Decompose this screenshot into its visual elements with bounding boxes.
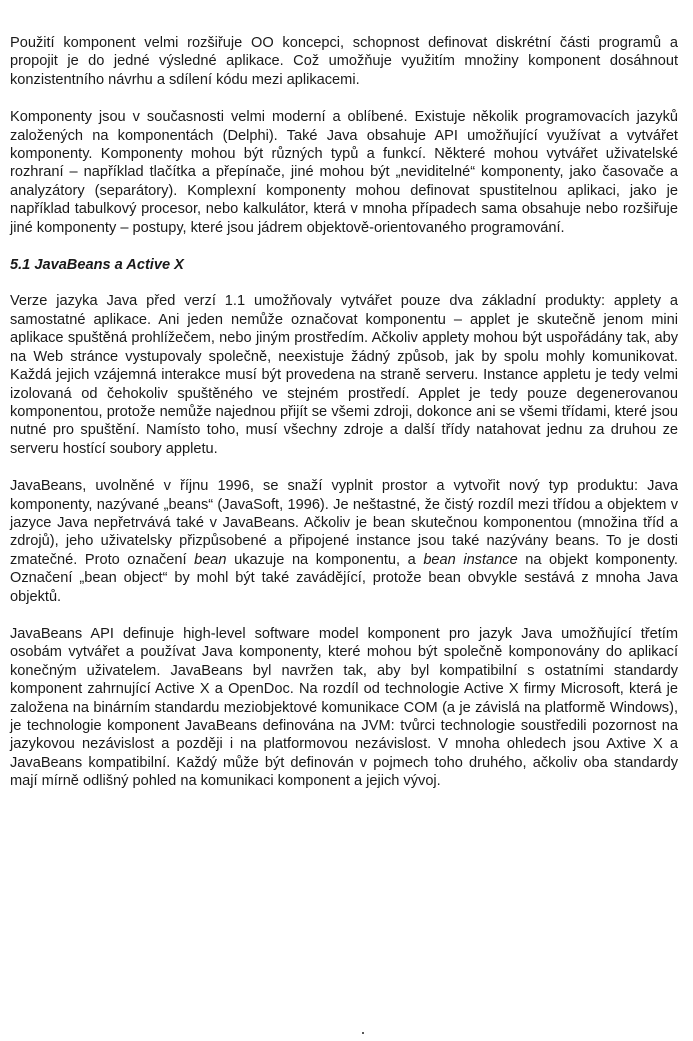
scan-dot — [362, 1032, 364, 1034]
paragraph-components-intro: Použití komponent velmi rozšiřuje OO koncepci, schopnost definovat diskrétní části programů a propojit je do jedné výsledné aplikace. Což umožňuje využitím množiny komponent dosáhnout konzistentního návrhu a sdílení kódu mezi aplikacemi. — [10, 35, 678, 88]
paragraph-text-part: JavaBeans, uvolněné v říjnu 1996, se snaží vyplnit prostor a vytvořit nový typ produktu: Java komponenty, nazývané „beans“ (JavaSoft, 1996). Je neštastné, že čistý rozdíl mezi třídou a objektem v jazyce Java nepřetrvává také v JavaBeans. Ačkoliv je bean skutečnou komponentou (množina tříd a zdrojů), jeho uživatelsky přizpůsobené a připojené instance jsou také nazývány beans. To je dosti zmatečné. Proto označení — [10, 478, 678, 568]
paragraph-java-versions: Verze jazyka Java před verzí 1.1 umožňovaly vytvářet pouze dva základní produkty: applety a samostatné aplikace. Ani jeden nemůže označovat komponentu – applet je skutečně jenom mini aplikace spuštěná prohlížečem, nebo jiným prostředím. Ačkoliv applety mohou být uspořádány tak, aby na Web stránce vystupovaly společně, neexistuje žádný způsob, jak by spolu mohly komunikovat. Každá jejich vzájemná interakce musí být provedena na straně serveru. Instance appletu je tedy velmi izolovaná od čehokoliv spuštěného ve stejném prostředí. Applet je tedy pouze degenerovanou komponentou, protože nemůže najednou přijít se všemi zdroji, dokonce ani se všemi třídami, které jsou nutné pro spuštění. Namísto toho, musí všechny zdroje a další třídy natahovat jednu za druhou ze serveru hostící soubory appletu. — [10, 293, 678, 457]
emphasis-bean-instance: bean instance — [423, 551, 518, 568]
document-page — [10, 34, 678, 810]
paragraph-text-part: na objekt komponenty. Označení „bean object“ by mohl být také zavádějící, protože bean obvykle sestává z mnoha Java objektů. — [10, 551, 678, 605]
paragraph-text-part: ukazuje na komponentu, a — [226, 551, 424, 568]
paragraph-javabeans-release — [10, 477, 678, 606]
paragraph-javabeans-api: JavaBeans API definuje high-level software model komponent pro jazyk Java umožňující třetím osobám vytvářet a používat Java komponenty, které mohou být společně komponovány do aplikací konečným uživatelem. JavaBeans byl navržen tak, aby byl kompatibilní s ostatními standardy komponent zahrnující Active X a OpenDoc. Na rozdíl od technologie Active X firmy Microsoft, která je založena na binárním standardu meziobjektové komunikace COM (a je závislá na platformě Windows), je technologie komponent JavaBeans definována na JVM: tvůrci technologie soustředili pozornost na jazykovou nezávislost a později i na platformovou nezávislost. V mnoha ohledech jsou Axtive X a JavaBeans kompatibilní. Každý může být definován v pojmech toho druhého, ačkoliv oba standardy mají mírně odlišný pohled na komunikaci komponent a jejich vývoj. — [10, 625, 678, 790]
paragraph-components-popularity: Komponenty jsou v současnosti velmi moderní a oblíbené. Existuje několik programovacích jazyků založených na komponentách (Delphi). Také Java obsahuje API umožňující využívat a vytvářet komponenty. Komponenty mohou být různých typů a funkcí. Některé mohou vytvářet uživatelské rozhraní – například tlačítka a přepínače, jiné mohou být „neviditelné“ komponenty, jako časovače a analyzátory (separátory). Komplexní komponenty mohou definovat spustitelnou aplikaci, jako je například tabulkový procesor, nebo kalkulátor, která v mnoha případech sama obsahuje nebo rozšiřuje jiné komponenty – postupy, které jsou jádrem objektově-orientovaného programování. — [10, 109, 678, 236]
emphasis-bean: bean — [194, 551, 227, 568]
section-heading: 5.1 JavaBeans a Active X — [10, 257, 184, 274]
